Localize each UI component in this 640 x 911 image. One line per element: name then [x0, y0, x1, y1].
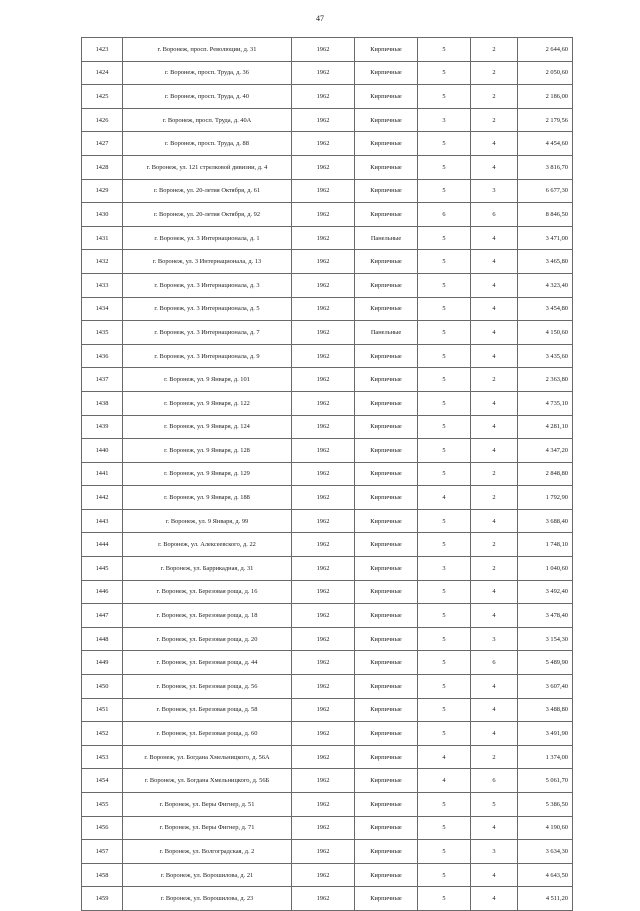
floors-cell: 5 [418, 368, 471, 392]
entrances-cell: 4 [471, 321, 518, 345]
address-cell: г. Воронеж, ул. Березовая роща, д. 58 [123, 698, 292, 722]
table-row [82, 368, 573, 392]
row-number-cell: 1444 [82, 533, 123, 557]
wall-material-cell: Панельные [355, 321, 418, 345]
entrances-cell: 4 [471, 816, 518, 840]
entrances-cell: 2 [471, 557, 518, 581]
address-cell: г. Воронеж, просп. Труда, д. 88 [123, 132, 292, 156]
year-cell: 1962 [292, 344, 355, 368]
entrances-cell: 4 [471, 391, 518, 415]
floors-cell: 5 [418, 155, 471, 179]
address-cell: г. Воронеж, ул. Богдана Хмельницкого, д. 56А [123, 745, 292, 769]
floors-cell: 5 [418, 793, 471, 817]
wall-material-cell: Кирпичные [355, 698, 418, 722]
entrances-cell: 4 [471, 698, 518, 722]
table-row [82, 675, 573, 699]
address-cell: г. Воронеж, ул. 9 Января, д. 101 [123, 368, 292, 392]
floors-cell: 4 [418, 769, 471, 793]
area-cell: 2 050,60 [518, 61, 573, 85]
year-cell: 1962 [292, 108, 355, 132]
wall-material-cell: Панельные [355, 226, 418, 250]
year-cell: 1962 [292, 580, 355, 604]
floors-cell: 5 [418, 509, 471, 533]
entrances-cell: 4 [471, 675, 518, 699]
floors-cell: 6 [418, 203, 471, 227]
wall-material-cell: Кирпичные [355, 132, 418, 156]
year-cell: 1962 [292, 155, 355, 179]
wall-material-cell: Кирпичные [355, 675, 418, 699]
address-cell: г. Воронеж, просп. Труда, д. 40А [123, 108, 292, 132]
floors-cell: 5 [418, 415, 471, 439]
wall-material-cell: Кирпичные [355, 61, 418, 85]
year-cell: 1962 [292, 297, 355, 321]
table-row [82, 509, 573, 533]
area-cell: 4 281,10 [518, 415, 573, 439]
year-cell: 1962 [292, 557, 355, 581]
table-row [82, 793, 573, 817]
area-cell: 3 492,40 [518, 580, 573, 604]
row-number-cell: 1426 [82, 108, 123, 132]
address-cell: г. Воронеж, ул. 20-летия Октября, д. 92 [123, 203, 292, 227]
address-cell: г. Воронеж, ул. 9 Января, д. 124 [123, 415, 292, 439]
area-cell: 3 471,00 [518, 226, 573, 250]
entrances-cell: 4 [471, 226, 518, 250]
entrances-cell: 2 [471, 533, 518, 557]
floors-cell: 5 [418, 132, 471, 156]
entrances-cell: 2 [471, 745, 518, 769]
wall-material-cell: Кирпичные [355, 580, 418, 604]
area-cell: 3 488,80 [518, 698, 573, 722]
entrances-cell: 4 [471, 439, 518, 463]
wall-material-cell: Кирпичные [355, 462, 418, 486]
year-cell: 1962 [292, 509, 355, 533]
year-cell: 1962 [292, 604, 355, 628]
floors-cell: 5 [418, 698, 471, 722]
wall-material-cell: Кирпичные [355, 297, 418, 321]
area-cell: 5 061,70 [518, 769, 573, 793]
entrances-cell: 4 [471, 250, 518, 274]
floors-cell: 5 [418, 297, 471, 321]
wall-material-cell: Кирпичные [355, 557, 418, 581]
entrances-cell: 6 [471, 203, 518, 227]
table-row [82, 439, 573, 463]
table-row [82, 391, 573, 415]
floors-cell: 5 [418, 61, 471, 85]
area-cell: 3 816,70 [518, 155, 573, 179]
wall-material-cell: Кирпичные [355, 250, 418, 274]
table-row [82, 108, 573, 132]
year-cell: 1962 [292, 840, 355, 864]
floors-cell: 5 [418, 38, 471, 62]
area-cell: 3 454,80 [518, 297, 573, 321]
area-cell: 4 190,60 [518, 816, 573, 840]
year-cell: 1962 [292, 273, 355, 297]
table-row [82, 533, 573, 557]
area-cell: 5 489,90 [518, 651, 573, 675]
year-cell: 1962 [292, 61, 355, 85]
area-cell: 8 846,50 [518, 203, 573, 227]
table-row [82, 580, 573, 604]
row-number-cell: 1446 [82, 580, 123, 604]
row-number-cell: 1439 [82, 415, 123, 439]
floors-cell: 5 [418, 344, 471, 368]
table-row [82, 462, 573, 486]
area-cell: 4 150,60 [518, 321, 573, 345]
floors-cell: 5 [418, 273, 471, 297]
year-cell: 1962 [292, 486, 355, 510]
wall-material-cell: Кирпичные [355, 85, 418, 109]
row-number-cell: 1452 [82, 722, 123, 746]
floors-cell: 5 [418, 863, 471, 887]
wall-material-cell: Кирпичные [355, 368, 418, 392]
area-cell: 4 643,50 [518, 863, 573, 887]
row-number-cell: 1447 [82, 604, 123, 628]
area-cell: 4 454,60 [518, 132, 573, 156]
table-row [82, 38, 573, 62]
area-cell: 4 347,20 [518, 439, 573, 463]
address-cell: г. Воронеж, просп. Труда, д. 36 [123, 61, 292, 85]
address-cell: г. Воронеж, ул. Алексеевского, д. 22 [123, 533, 292, 557]
year-cell: 1962 [292, 745, 355, 769]
wall-material-cell: Кирпичные [355, 439, 418, 463]
year-cell: 1962 [292, 793, 355, 817]
entrances-cell: 2 [471, 108, 518, 132]
wall-material-cell: Кирпичные [355, 415, 418, 439]
floors-cell: 5 [418, 840, 471, 864]
floors-cell: 5 [418, 604, 471, 628]
entrances-cell: 2 [471, 462, 518, 486]
table-row [82, 132, 573, 156]
area-cell: 2 179,56 [518, 108, 573, 132]
address-cell: г. Воронеж, ул. 9 Января, д. 128 [123, 439, 292, 463]
table-row [82, 321, 573, 345]
year-cell: 1962 [292, 415, 355, 439]
row-number-cell: 1431 [82, 226, 123, 250]
entrances-cell: 4 [471, 722, 518, 746]
row-number-cell: 1440 [82, 439, 123, 463]
address-cell: г. Воронеж, ул. Веры Фигнер, д. 51 [123, 793, 292, 817]
entrances-cell: 4 [471, 509, 518, 533]
table-row [82, 604, 573, 628]
table-row [82, 344, 573, 368]
address-cell: г. Воронеж, просп. Революции, д. 31 [123, 38, 292, 62]
address-cell: г. Воронеж, ул. 9 Января, д. 122 [123, 391, 292, 415]
address-cell: г. Воронеж, ул. Березовая роща, д. 16 [123, 580, 292, 604]
floors-cell: 5 [418, 179, 471, 203]
row-number-cell: 1451 [82, 698, 123, 722]
table-row [82, 297, 573, 321]
address-cell: г. Воронеж, ул. 121 стрелковой дивизии, д. 4 [123, 155, 292, 179]
year-cell: 1962 [292, 391, 355, 415]
area-cell: 6 677,30 [518, 179, 573, 203]
floors-cell: 5 [418, 226, 471, 250]
address-cell: г. Воронеж, ул. 3 Интернационала, д. 13 [123, 250, 292, 274]
wall-material-cell: Кирпичные [355, 627, 418, 651]
row-number-cell: 1456 [82, 816, 123, 840]
wall-material-cell: Кирпичные [355, 604, 418, 628]
page-number: 47 [316, 14, 324, 23]
table-row [82, 179, 573, 203]
entrances-cell: 5 [471, 793, 518, 817]
year-cell: 1962 [292, 863, 355, 887]
year-cell: 1962 [292, 226, 355, 250]
entrances-cell: 2 [471, 85, 518, 109]
area-cell: 3 435,60 [518, 344, 573, 368]
floors-cell: 3 [418, 108, 471, 132]
entrances-cell: 2 [471, 38, 518, 62]
area-cell: 3 634,30 [518, 840, 573, 864]
year-cell: 1962 [292, 698, 355, 722]
floors-cell: 3 [418, 557, 471, 581]
year-cell: 1962 [292, 627, 355, 651]
address-cell: г. Воронеж, ул. 9 Января, д. 99 [123, 509, 292, 533]
wall-material-cell: Кирпичные [355, 816, 418, 840]
address-cell: г. Воронеж, ул. Ворошилова, д. 21 [123, 863, 292, 887]
address-cell: г. Воронеж, ул. 20-летия Октября, д. 61 [123, 179, 292, 203]
wall-material-cell: Кирпичные [355, 344, 418, 368]
row-number-cell: 1430 [82, 203, 123, 227]
table-row [82, 85, 573, 109]
address-cell: г. Воронеж, ул. 3 Интернационала, д. 5 [123, 297, 292, 321]
floors-cell: 4 [418, 745, 471, 769]
table-row [82, 557, 573, 581]
table-row [82, 61, 573, 85]
area-cell: 1 748,10 [518, 533, 573, 557]
wall-material-cell: Кирпичные [355, 38, 418, 62]
row-number-cell: 1450 [82, 675, 123, 699]
row-number-cell: 1454 [82, 769, 123, 793]
address-cell: г. Воронеж, ул. Березовая роща, д. 44 [123, 651, 292, 675]
row-number-cell: 1459 [82, 887, 123, 911]
floors-cell: 5 [418, 722, 471, 746]
table-row [82, 816, 573, 840]
year-cell: 1962 [292, 769, 355, 793]
address-cell: г. Воронеж, ул. Баррикадная, д. 31 [123, 557, 292, 581]
table-row [82, 203, 573, 227]
row-number-cell: 1432 [82, 250, 123, 274]
floors-cell: 5 [418, 580, 471, 604]
area-cell: 2 363,80 [518, 368, 573, 392]
wall-material-cell: Кирпичные [355, 179, 418, 203]
table-row [82, 250, 573, 274]
wall-material-cell: Кирпичные [355, 722, 418, 746]
wall-material-cell: Кирпичные [355, 203, 418, 227]
floors-cell: 4 [418, 486, 471, 510]
row-number-cell: 1435 [82, 321, 123, 345]
row-number-cell: 1455 [82, 793, 123, 817]
row-number-cell: 1437 [82, 368, 123, 392]
row-number-cell: 1434 [82, 297, 123, 321]
table-row [82, 273, 573, 297]
entrances-cell: 4 [471, 863, 518, 887]
row-number-cell: 1441 [82, 462, 123, 486]
table-row [82, 745, 573, 769]
wall-material-cell: Кирпичные [355, 273, 418, 297]
area-cell: 1 040,60 [518, 557, 573, 581]
row-number-cell: 1425 [82, 85, 123, 109]
entrances-cell: 2 [471, 486, 518, 510]
row-number-cell: 1433 [82, 273, 123, 297]
address-cell: г. Воронеж, ул. 3 Интернационала, д. 1 [123, 226, 292, 250]
floors-cell: 5 [418, 627, 471, 651]
wall-material-cell: Кирпичные [355, 651, 418, 675]
entrances-cell: 2 [471, 61, 518, 85]
floors-cell: 5 [418, 85, 471, 109]
address-cell: г. Воронеж, ул. Березовая роща, д. 20 [123, 627, 292, 651]
area-cell: 4 511,20 [518, 887, 573, 911]
row-number-cell: 1445 [82, 557, 123, 581]
area-cell: 1 374,00 [518, 745, 573, 769]
entrances-cell: 4 [471, 604, 518, 628]
year-cell: 1962 [292, 132, 355, 156]
area-cell: 4 323,40 [518, 273, 573, 297]
table-row [82, 415, 573, 439]
wall-material-cell: Кирпичные [355, 486, 418, 510]
row-number-cell: 1443 [82, 509, 123, 533]
table-row [82, 627, 573, 651]
year-cell: 1962 [292, 368, 355, 392]
area-cell: 1 792,90 [518, 486, 573, 510]
area-cell: 2 848,80 [518, 462, 573, 486]
year-cell: 1962 [292, 675, 355, 699]
wall-material-cell: Кирпичные [355, 840, 418, 864]
table-row [82, 840, 573, 864]
floors-cell: 5 [418, 250, 471, 274]
year-cell: 1962 [292, 462, 355, 486]
wall-material-cell: Кирпичные [355, 745, 418, 769]
floors-cell: 5 [418, 321, 471, 345]
entrances-cell: 6 [471, 651, 518, 675]
floors-cell: 5 [418, 887, 471, 911]
address-cell: г. Воронеж, ул. 3 Интернационала, д. 3 [123, 273, 292, 297]
entrances-cell: 4 [471, 415, 518, 439]
entrances-cell: 4 [471, 887, 518, 911]
year-cell: 1962 [292, 250, 355, 274]
row-number-cell: 1449 [82, 651, 123, 675]
row-number-cell: 1428 [82, 155, 123, 179]
row-number-cell: 1453 [82, 745, 123, 769]
entrances-cell: 4 [471, 132, 518, 156]
address-cell: г. Воронеж, ул. 3 Интернационала, д. 7 [123, 321, 292, 345]
wall-material-cell: Кирпичные [355, 391, 418, 415]
floors-cell: 5 [418, 462, 471, 486]
address-cell: г. Воронеж, ул. Березовая роща, д. 60 [123, 722, 292, 746]
address-cell: г. Воронеж, ул. 9 Января, д. 188 [123, 486, 292, 510]
area-cell: 3 607,40 [518, 675, 573, 699]
row-number-cell: 1442 [82, 486, 123, 510]
entrances-cell: 4 [471, 344, 518, 368]
wall-material-cell: Кирпичные [355, 509, 418, 533]
address-cell: г. Воронеж, ул. Березовая роща, д. 18 [123, 604, 292, 628]
table-row [82, 486, 573, 510]
entrances-cell: 2 [471, 368, 518, 392]
address-cell: г. Воронеж, ул. Волгоградская, д. 2 [123, 840, 292, 864]
floors-cell: 5 [418, 675, 471, 699]
area-cell: 3 154,30 [518, 627, 573, 651]
row-number-cell: 1436 [82, 344, 123, 368]
row-number-cell: 1448 [82, 627, 123, 651]
housing-registry-table [81, 37, 573, 911]
entrances-cell: 4 [471, 580, 518, 604]
table-row [82, 887, 573, 911]
year-cell: 1962 [292, 321, 355, 345]
entrances-cell: 3 [471, 840, 518, 864]
table-row [82, 226, 573, 250]
row-number-cell: 1458 [82, 863, 123, 887]
year-cell: 1962 [292, 85, 355, 109]
entrances-cell: 3 [471, 179, 518, 203]
area-cell: 5 386,50 [518, 793, 573, 817]
row-number-cell: 1429 [82, 179, 123, 203]
floors-cell: 5 [418, 533, 471, 557]
table-row [82, 698, 573, 722]
wall-material-cell: Кирпичные [355, 863, 418, 887]
wall-material-cell: Кирпичные [355, 769, 418, 793]
area-cell: 2 186,00 [518, 85, 573, 109]
year-cell: 1962 [292, 887, 355, 911]
wall-material-cell: Кирпичные [355, 108, 418, 132]
entrances-cell: 4 [471, 297, 518, 321]
row-number-cell: 1438 [82, 391, 123, 415]
address-cell: г. Воронеж, ул. Богдана Хмельницкого, д. 56Б [123, 769, 292, 793]
wall-material-cell: Кирпичные [355, 533, 418, 557]
row-number-cell: 1427 [82, 132, 123, 156]
row-number-cell: 1457 [82, 840, 123, 864]
area-cell: 3 478,40 [518, 604, 573, 628]
year-cell: 1962 [292, 816, 355, 840]
year-cell: 1962 [292, 203, 355, 227]
wall-material-cell: Кирпичные [355, 887, 418, 911]
year-cell: 1962 [292, 179, 355, 203]
year-cell: 1962 [292, 439, 355, 463]
address-cell: г. Воронеж, ул. Ворошилова, д. 23 [123, 887, 292, 911]
year-cell: 1962 [292, 722, 355, 746]
floors-cell: 5 [418, 391, 471, 415]
address-cell: г. Воронеж, просп. Труда, д. 40 [123, 85, 292, 109]
row-number-cell: 1424 [82, 61, 123, 85]
area-cell: 2 644,60 [518, 38, 573, 62]
table-row [82, 155, 573, 179]
area-cell: 3 688,40 [518, 509, 573, 533]
area-cell: 3 465,80 [518, 250, 573, 274]
address-cell: г. Воронеж, ул. Веры Фигнер, д. 71 [123, 816, 292, 840]
area-cell: 4 735,10 [518, 391, 573, 415]
address-cell: г. Воронеж, ул. 3 Интернационала, д. 9 [123, 344, 292, 368]
entrances-cell: 4 [471, 155, 518, 179]
wall-material-cell: Кирпичные [355, 793, 418, 817]
year-cell: 1962 [292, 651, 355, 675]
table-row [82, 863, 573, 887]
table-row [82, 651, 573, 675]
address-cell: г. Воронеж, ул. 9 Января, д. 129 [123, 462, 292, 486]
year-cell: 1962 [292, 533, 355, 557]
year-cell: 1962 [292, 38, 355, 62]
floors-cell: 5 [418, 651, 471, 675]
entrances-cell: 4 [471, 273, 518, 297]
row-number-cell: 1423 [82, 38, 123, 62]
entrances-cell: 6 [471, 769, 518, 793]
address-cell: г. Воронеж, ул. Березовая роща, д. 56 [123, 675, 292, 699]
floors-cell: 5 [418, 816, 471, 840]
table-row [82, 722, 573, 746]
area-cell: 3 491,90 [518, 722, 573, 746]
wall-material-cell: Кирпичные [355, 155, 418, 179]
floors-cell: 5 [418, 439, 471, 463]
table-row [82, 769, 573, 793]
entrances-cell: 3 [471, 627, 518, 651]
table-body [82, 38, 573, 911]
